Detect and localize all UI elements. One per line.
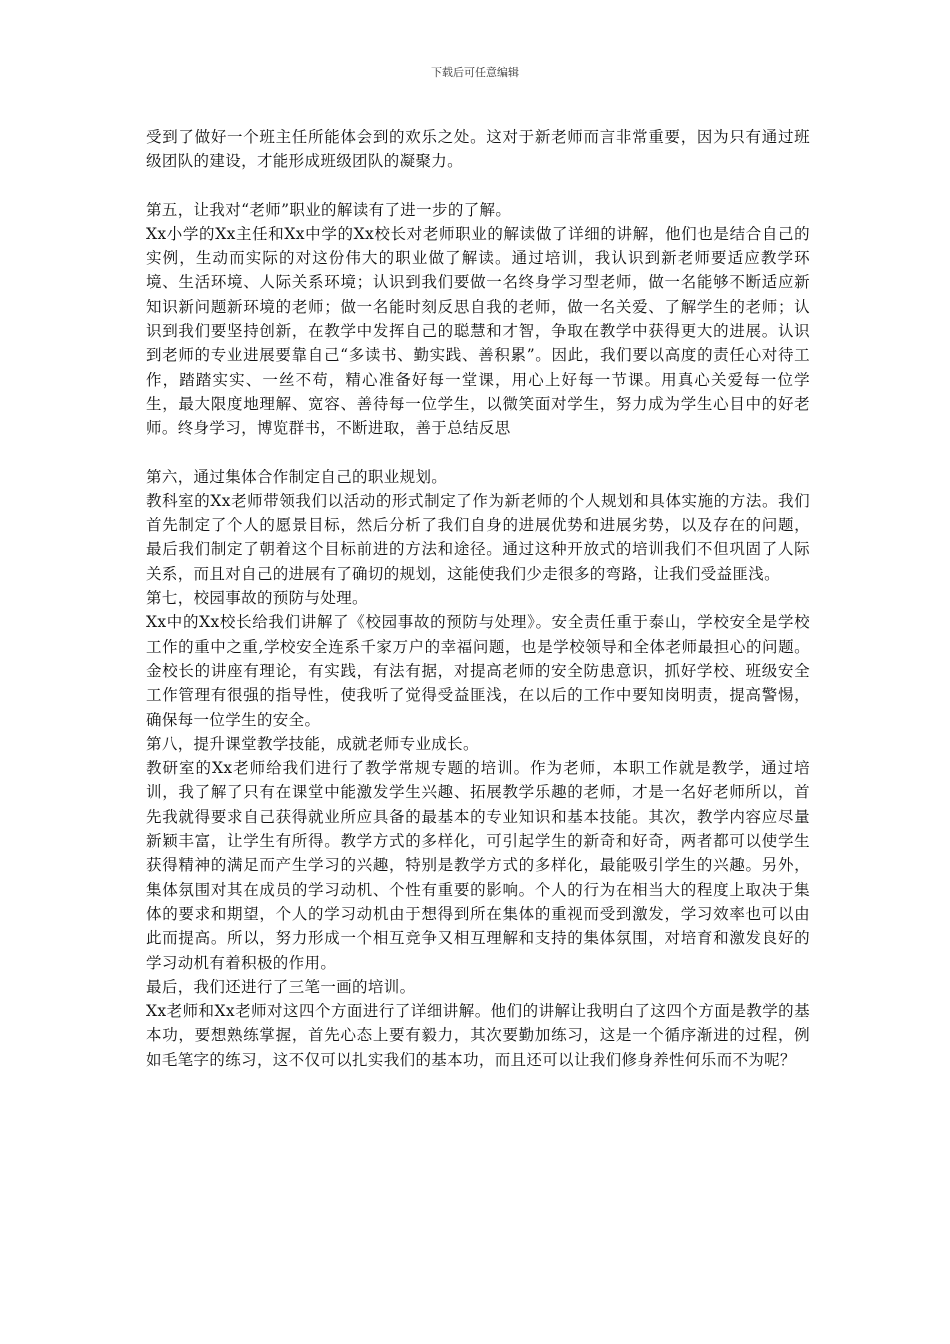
heading-fifth: 第五，让我对“老师”职业的解读有了进一步的了解。 xyxy=(146,200,512,219)
heading-sixth: 第六，通过集体合作制定自己的职业规划。 xyxy=(146,467,448,486)
page-header: 下载后可任意编辑 xyxy=(431,66,519,79)
paragraph-calligraphy: Xx老师和Xx老师对这四个方面进行了详细讲解。他们的讲解让我明白了这四个方面是教学的基本功，要想熟练掌握，首先心态上要有毅力，其次要勤加练习，这是一个循序渐进的过程，例如毛笔字的练习，这不仅可以扎实我们的基本功，而且还可以让我们修身养性何乐而不为呢？ xyxy=(146,1002,810,1069)
heading-finally: 最后，我们还进行了三笔一画的培训。 xyxy=(146,977,416,996)
document-body xyxy=(146,125,810,1072)
heading-eighth: 第八，提升课堂教学技能，成就老师专业成长。 xyxy=(146,734,479,753)
paragraph-career-planning: 教科室的Xx老师带领我们以活动的形式制定了作为新老师的个人规划和具体实施的方法。我们首先制定了个人的愿景目标，然后分析了我们自身的进展优势和进展劣势，以及存在的问题，最后我们制定了朝着这个目标前进的方法和途径。通过这种开放式的培训我们不但巩固了人际关系，而且对自己的进展有了确切的规划，这能使我们少走很多的弯路，让我们受益匪浅。 xyxy=(146,491,810,583)
paragraph-campus-safety: Xx中的Xx校长给我们讲解了《校园事故的预防与处理》。安全责任重于泰山，学校安全是学校工作的重中之重,学校安全连系千家万户的幸福问题，也是学校领导和全体老师最担心的问题。金校长的讲座有理论，有实践，有法有据，对提高老师的安全防患意识，抓好学校、班级安全工作管理有很强的指导性，使我听了觉得受益匪浅，在以后的工作中要知岗明责，提高警惕，确保每一位学生的安全。 xyxy=(146,613,810,729)
heading-seventh: 第七，校园事故的预防与处理。 xyxy=(146,589,368,608)
paragraph-gap xyxy=(146,174,810,198)
paragraph-team-building: 受到了做好一个班主任所能体会到的欢乐之处。这对于新老师而言非常重要，因为只有通过班级团队的建设，才能形成班级团队的凝聚力。 xyxy=(146,128,810,171)
paragraph-teaching-skills: 教研室的Xx老师给我们进行了教学常规专题的培训。作为老师，本职工作就是教学，通过培训，我了解了只有在课堂中能激发学生兴趣、拓展教学乐趣的老师，才是一名好老师所以，首先我就得要求自己获得就业所应具备的最基本的专业知识和基本技能。其次，教学内容应尽量新颖丰富，让学生有所得。教学方式的多样化，可引起学生的新奇和好奇，两者都可以使学生获得精神的满足而产生学习的兴趣，特别是教学方式的多样化，最能吸引学生的兴趣。另外，集体氛围对其在成员的学习动机、个性有重要的影响。个人的行为在相当大的程度上取决于集体的要求和期望，个人的学习动机由于想得到所在集体的重视而受到激发，学习效率也可以由此而提高。所以，努力形成一个相互竞争又相互理解和支持的集体氛围，对培育和激发良好的学习动机有着积极的作用。 xyxy=(146,759,810,972)
paragraph-gap xyxy=(146,441,810,465)
paragraph-teacher-profession: Xx小学的Xx主任和Xx中学的Xx校长对老师职业的解读做了详细的讲解，他们也是结合自己的实例，生动而实际的对这份伟大的职业做了解读。通过培训，我认识到新老师要适应教学环境、生活环境、人际关系环境；认识到我们要做一名终身学习型老师，做一名能够不断适应新知识新问题新环境的老师；做一名能时刻反思自我的老师，做一名关爱、了解学生的老师；认识到我们要坚持创新，在教学中发挥自己的聪慧和才智，争取在教学中获得更大的进展。认识到老师的专业进展要靠自己“多读书、勤实践、善积累”。因此，我们要以高度的责任心对待工作，踏踏实实、一丝不苟，精心准备好每一堂课，用心上好每一节课。用真心关爱每一位学生，最大限度地理解、宽容、善待每一位学生，以微笑面对学生，努力成为学生心目中的好老师。终身学习，博览群书，不断进取，善于总结反思 xyxy=(146,224,810,438)
